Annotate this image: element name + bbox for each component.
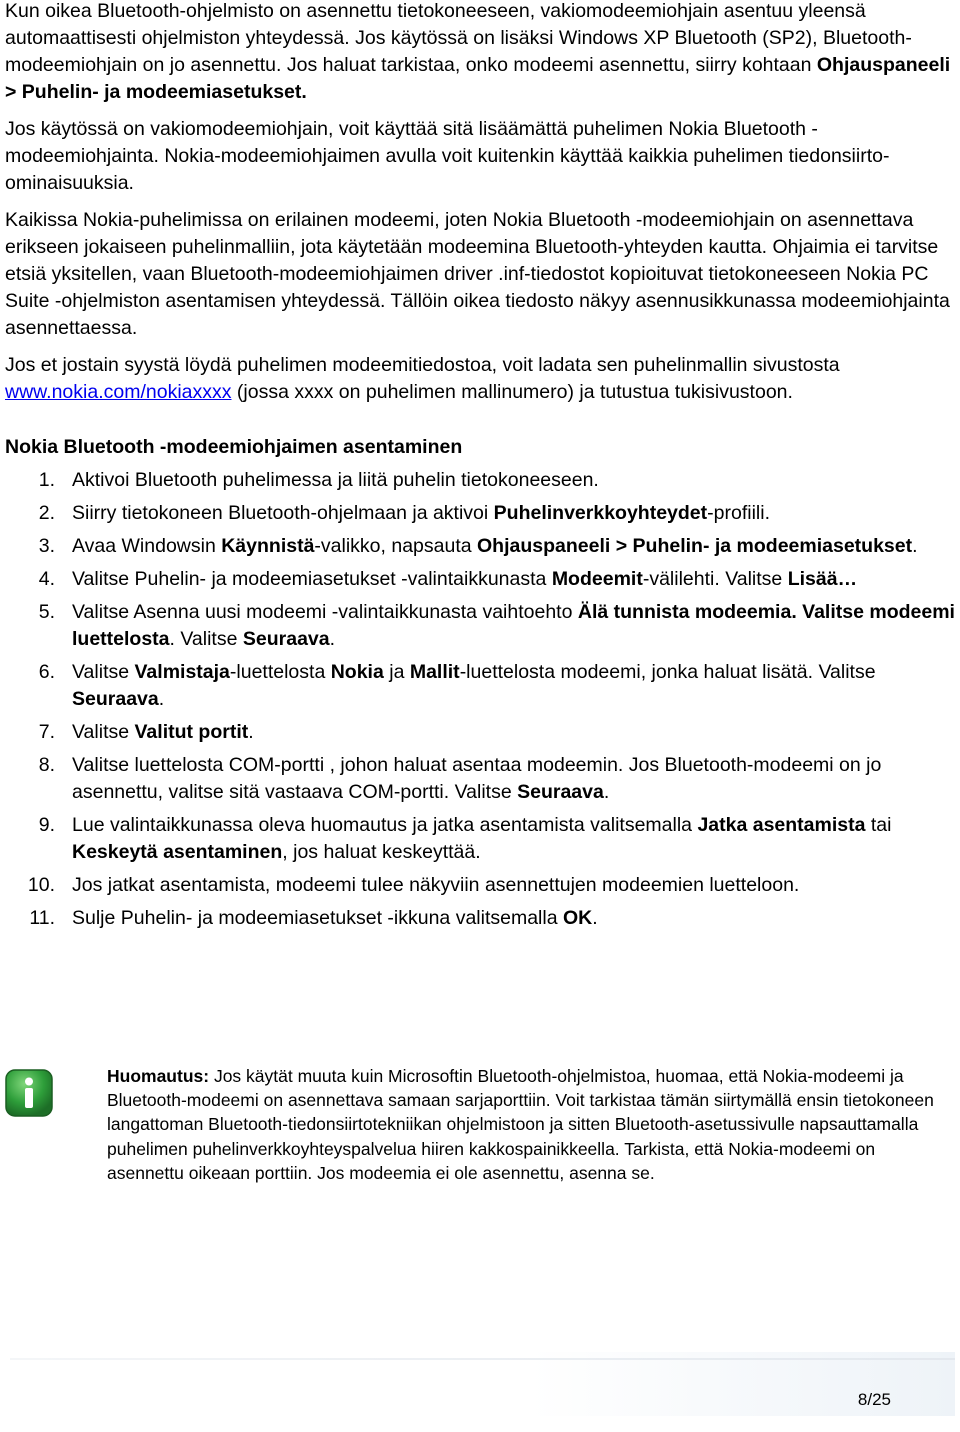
step-item: 5. Valitse Asenna uusi modeemi -valintaikkunasta vaihtoehto Älä tunnista modeemia. Valitse modeemi luettelosta. Valitse Seuraava. — [38, 601, 955, 650]
step-item: 3. Avaa Windowsin Käynnistä-valikko, napsauta Ohjauspaneeli > Puhelin- ja modeemiasetukset. — [38, 535, 918, 557]
step-item: 9. Lue valintaikkunassa oleva huomautus ja jatka asentamista valitsemalla Jatka asentamista tai Keskeytä asentaminen, jos haluat keskeyttää. — [38, 814, 892, 863]
step-item: 10. Jos jatkat asentamista, modeemi tulee näkyviin asennettujen modeemien luetteloon. — [27, 874, 800, 896]
document-page — [5, 0, 960, 938]
step-item: 1. Aktivoi Bluetooth puhelimessa ja liitä puhelin tietokoneeseen. — [38, 469, 599, 491]
nokia-driver-paragraph: Kaikissa Nokia-puhelimissa on erilainen modeemi, joten Nokia Bluetooth -modeemiohjain on asennettava erikseen jokaiseen puhelinmalliin, jota käytetään modeemina Bluetooth-yhteyden kautta. Ohjaimia ei tarvitse etsiä yksitellen, vaan Bluetooth-modeemiohjaimen driver .inf-tiedostot kopioituvat tietokoneeseen Nokia PC Suite -ohjelmiston asentamisen yhteydessä. Tällöin oikea tiedosto näkyy asennusikkunassa modeemiohjainta asennettaessa. — [5, 209, 950, 339]
standard-driver-paragraph: Jos käytössä on vakiomodeemiohjain, voit käyttää sitä lisäämättä puhelimen Nokia Bluetooth -modeemiohjainta. Nokia-modeemiohjaimen avulla voit kuitenkin käyttää kaikkia puhelimen tiedonsiirto-ominaisuuksia. — [5, 118, 890, 194]
step-item: 7. Valitse Valitut portit. — [38, 721, 254, 743]
section-heading: Nokia Bluetooth -modeemiohjaimen asentaminen — [5, 436, 463, 458]
footer-divider — [10, 1358, 955, 1360]
intro-paragraph: Kun oikea Bluetooth-ohjelmisto on asennettu tietokoneeseen, vakiomodeemiohjain asentuu yleensä automaattisesti ohjelmiston yhteydessä. Jos käytössä on lisäksi Windows XP Bluetooth (SP2), Bluetooth-modeemiohjain on jo asennettu. Jos haluat tarkistaa, onko modeemi asennettu, siirry kohtaan Ohjauspaneeli > Puhelin- ja modeemiasetukset. — [5, 0, 951, 103]
page-footer — [10, 1352, 955, 1416]
note-text: Huomautus: Jos käytät muuta kuin Microsoftin Bluetooth-ohjelmistoa, huomaa, että Nokia-modeemi ja Bluetooth-modeemi on asennettava samaan sarjaporttiin. Voit tarkistaa tämän siirtymällä ensin tietokoneen langattoman Bluetooth-tiedonsiirtotekniikan ohjelmistoon ja sitten Bluetooth-asetussivulle napsauttamalla puhelimen puhelinverkkoyhteyspalvelua hiiren kakkospainikkeella. Tarkista, että Nokia-modeemi on asennettu oikeaan porttiin. Jos modeemia ei ole asennettu, asenna se. — [107, 1066, 934, 1183]
step-item: 11. Sulje Puhelin- ja modeemiasetukset -ikkuna valitsemalla OK. — [29, 907, 598, 929]
download-paragraph: Jos et jostain syystä löydä puhelimen modeemitiedostoa, voit ladata sen puhelinmallin sivustosta www.nokia.com/nokiaxxxx (jossa xxxx on puhelimen mallinumero) ja tutustua tukisivustoon. — [5, 354, 840, 403]
step-item: 4. Valitse Puhelin- ja modeemiasetukset -valintaikkunasta Modeemit-välilehti. Valitse Lisää… — [38, 568, 858, 590]
info-icon — [5, 1069, 53, 1117]
step-item: 6. Valitse Valmistaja-luettelosta Nokia ja Mallit-luettelosta modeemi, jonka haluat lisätä. Valitse Seuraava. — [38, 661, 876, 710]
step-item: 8. Valitse luettelosta COM-portti , johon haluat asentaa modeemin. Jos Bluetooth-modeemi on jo asennettu, valitse sitä vastaava COM-portti. Valitse Seuraava. — [38, 754, 882, 803]
page-number: 8/25 — [857, 1390, 891, 1409]
installation-steps — [5, 467, 960, 932]
nokia-support-link[interactable]: www.nokia.com/nokiaxxxx — [5, 381, 232, 403]
step-item: 2. Siirry tietokoneen Bluetooth-ohjelmaan ja aktivoi Puhelinverkkoyhteydet-profiili. — [38, 502, 770, 524]
